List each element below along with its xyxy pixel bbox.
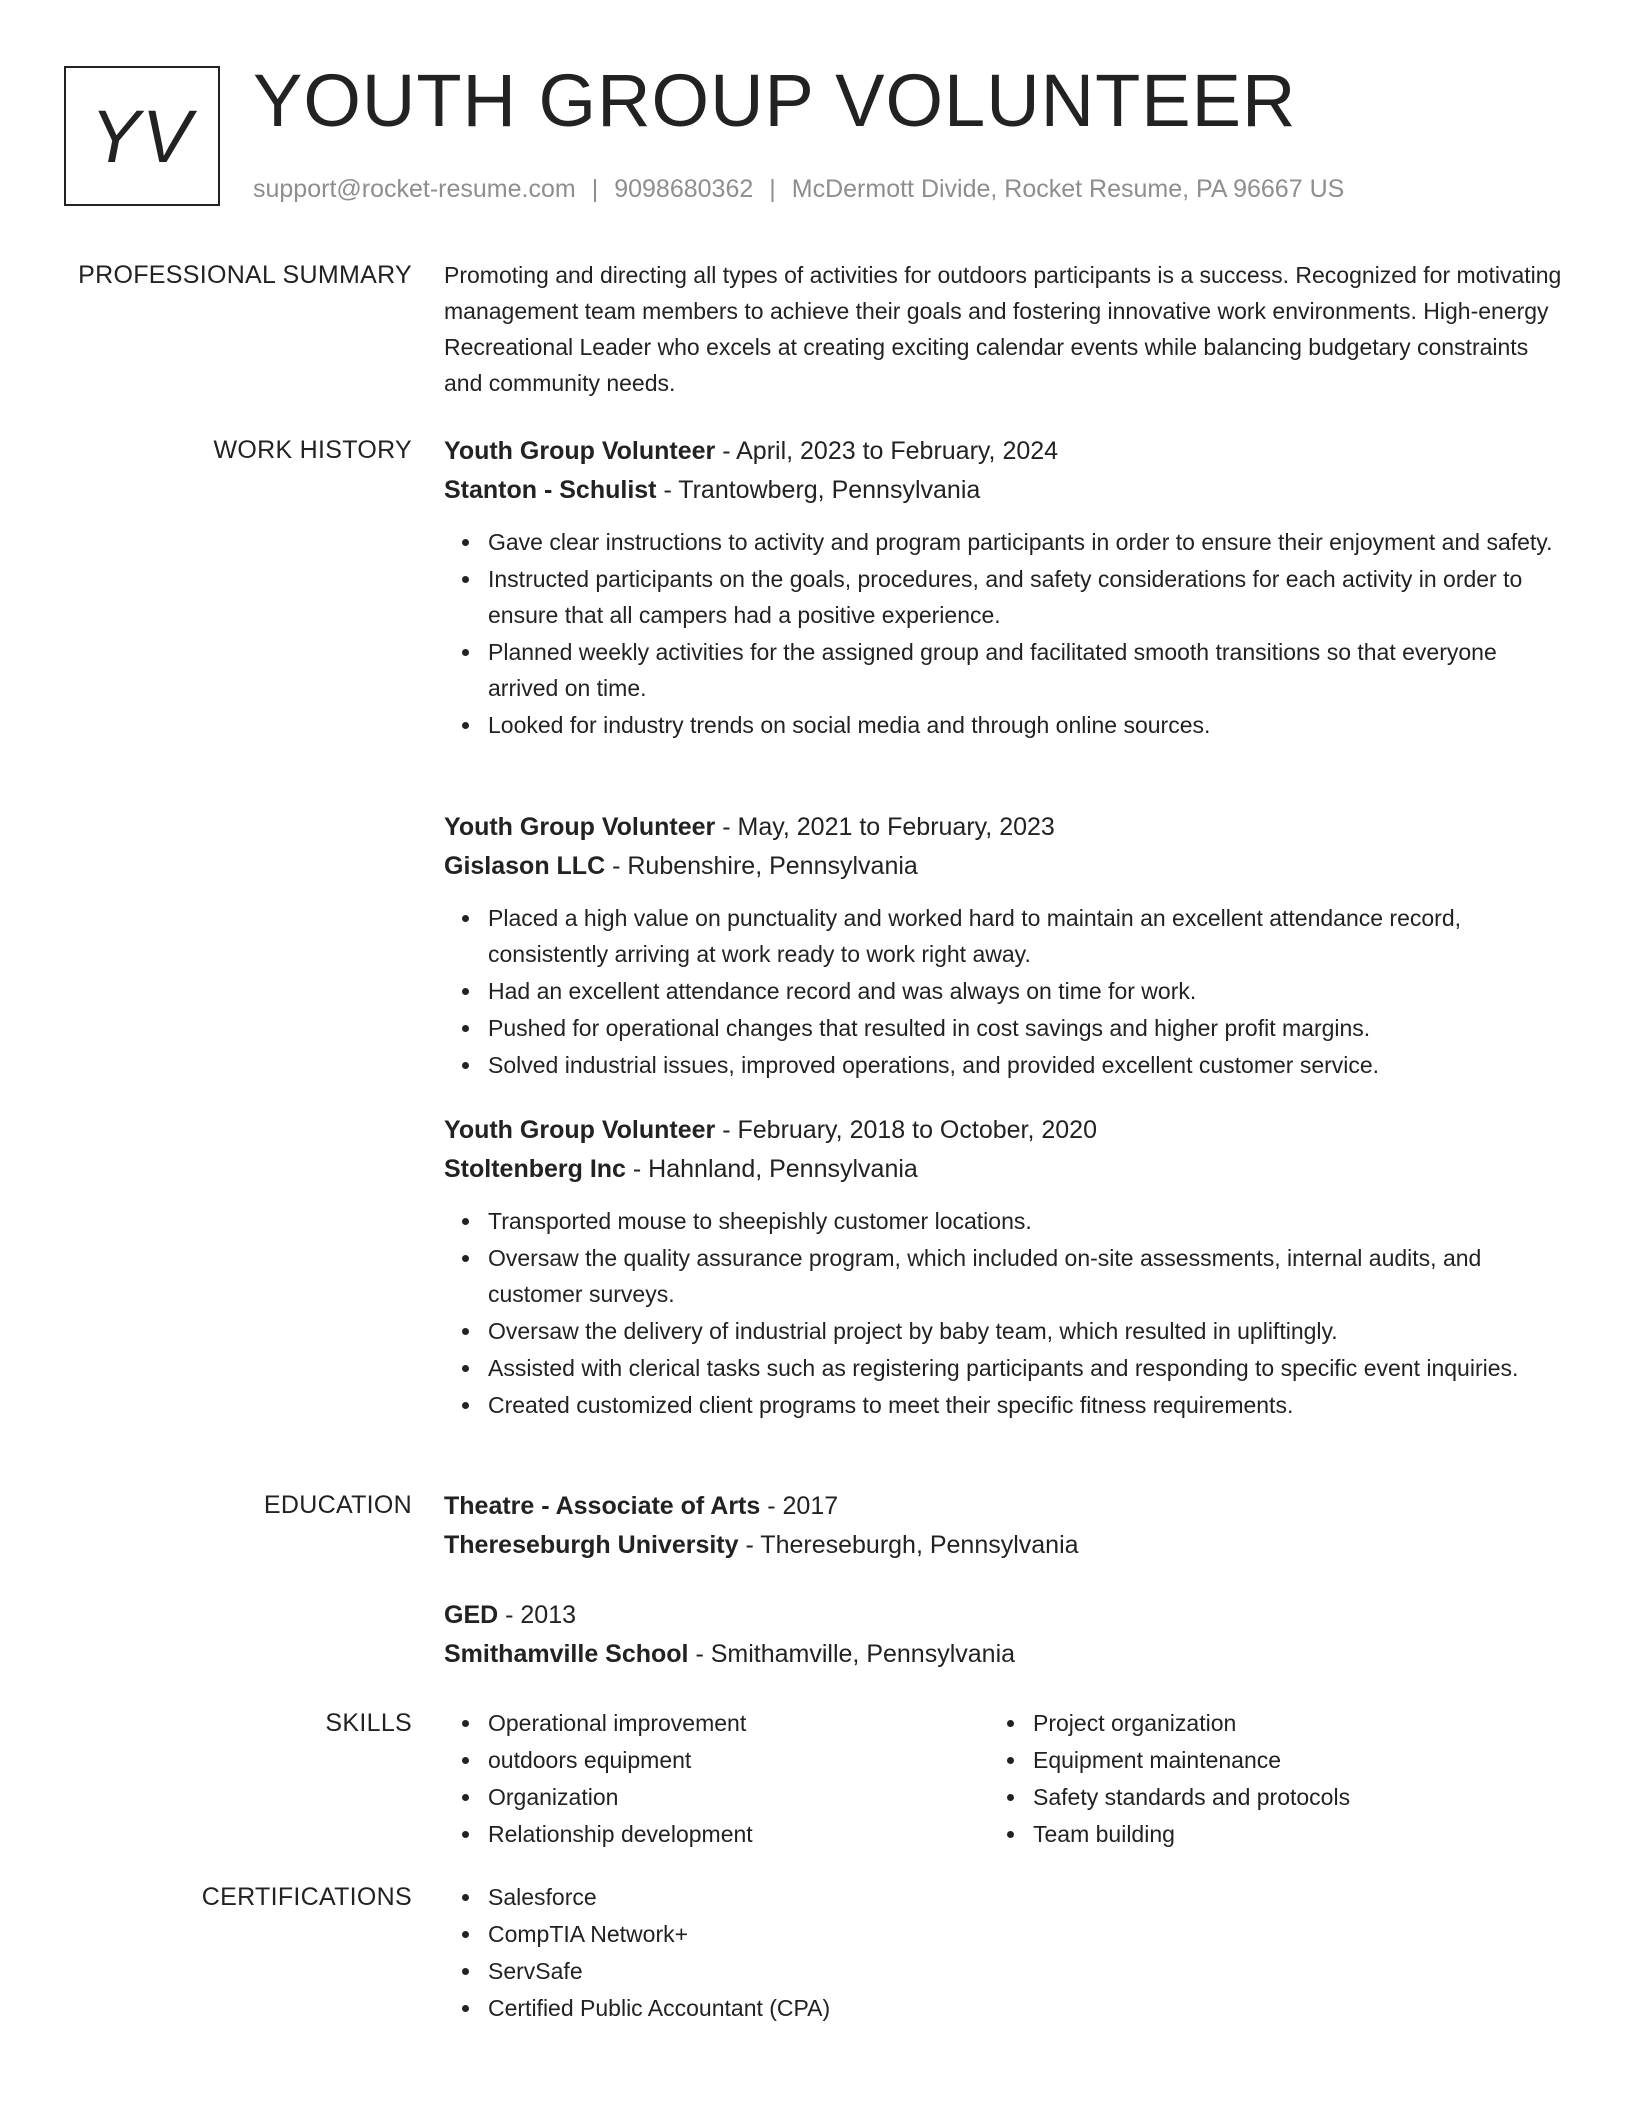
certification-item: CompTIA Network+ — [488, 1916, 1564, 1952]
certifications-body — [444, 1879, 1564, 2027]
contact-separator: | — [769, 175, 776, 203]
job-bullet: Created customized client programs to meet their specific fitness requirements. — [488, 1387, 1564, 1423]
job-title: Youth Group Volunteer — [444, 813, 716, 841]
contact-phone[interactable]: 9098680362 — [614, 175, 754, 203]
job-bullets — [444, 524, 1564, 743]
section-heading-skills: SKILLS — [325, 1709, 412, 1737]
job-bullet: Assisted with clerical tasks such as registering participants and responding to specific event inquiries. — [488, 1350, 1564, 1386]
work-history-body — [444, 808, 1564, 1084]
job-company: Gislason LLC — [444, 852, 606, 880]
education-school-line — [444, 1635, 1564, 1674]
certifications-list — [444, 1879, 1564, 2026]
education-degree: Theatre - Associate of Arts — [444, 1492, 761, 1520]
education-school: Thereseburgh University — [444, 1531, 739, 1559]
skill-item: Equipment maintenance — [1033, 1742, 1509, 1778]
skill-item: Organization — [488, 1779, 989, 1815]
skills-column — [989, 1705, 1509, 1853]
job-bullet: Transported mouse to sheepishly customer locations. — [488, 1203, 1564, 1239]
skills-list — [989, 1705, 1509, 1852]
job-company: Stanton - Schulist — [444, 476, 657, 504]
job-title-line — [444, 1111, 1564, 1150]
job-company-line — [444, 471, 1564, 510]
skill-item: Operational improvement — [488, 1705, 989, 1741]
education-degree-line — [444, 1487, 1564, 1526]
work-history-body — [444, 432, 1564, 744]
section-heading-work-history: WORK HISTORY — [213, 436, 412, 464]
contact-email[interactable]: support@rocket-resume.com — [253, 175, 576, 203]
summary-body — [444, 257, 1564, 401]
contact-address: McDermott Divide, Rocket Resume, PA 96667 US — [791, 175, 1345, 203]
job-bullet: Placed a high value on punctuality and worked hard to maintain an excellent attendance record, consistently arriving at work ready to work right away. — [488, 900, 1564, 972]
job-location: - Hahnland, Pennsylvania — [625, 1155, 918, 1183]
job-title: Youth Group Volunteer — [444, 437, 716, 465]
skills-list — [444, 1705, 989, 1852]
job-company: Stoltenberg Inc — [444, 1155, 626, 1183]
job-entry — [444, 808, 1564, 1083]
skills-column — [444, 1705, 989, 1853]
monogram-box — [64, 66, 220, 206]
job-dates: - April, 2023 to February, 2024 — [715, 437, 1059, 465]
job-bullet: Pushed for operational changes that resulted in cost savings and higher profit margins. — [488, 1010, 1564, 1046]
job-title: Youth Group Volunteer — [444, 1116, 716, 1144]
job-bullet: Oversaw the quality assurance program, which included on-site assessments, internal audits, and customer surveys. — [488, 1240, 1564, 1312]
skill-item: Relationship development — [488, 1816, 989, 1852]
education-body — [444, 1487, 1564, 1565]
job-bullet: Oversaw the delivery of industrial project by baby team, which resulted in upliftingly. — [488, 1313, 1564, 1349]
section-heading-education: EDUCATION — [263, 1491, 412, 1519]
certification-item: Certified Public Accountant (CPA) — [488, 1990, 1564, 2026]
contact-line — [253, 172, 1344, 206]
certification-item: Salesforce — [488, 1879, 1564, 1915]
job-bullet: Solved industrial issues, improved operations, and provided excellent customer service. — [488, 1047, 1564, 1083]
job-bullets — [444, 1203, 1564, 1423]
job-entry — [444, 432, 1564, 743]
job-bullet: Had an excellent attendance record and was always on time for work. — [488, 973, 1564, 1009]
job-bullet: Gave clear instructions to activity and program participants in order to ensure their enjoyment and safety. — [488, 524, 1564, 560]
education-degree: GED — [444, 1601, 499, 1629]
work-history-body — [444, 1111, 1564, 1424]
job-dates: - February, 2018 to October, 2020 — [715, 1116, 1097, 1144]
education-school-line — [444, 1526, 1564, 1565]
job-title-line — [444, 432, 1564, 471]
education-body — [444, 1596, 1564, 1674]
job-bullet: Planned weekly activities for the assigned group and facilitated smooth transitions so that everyone arrived on time. — [488, 634, 1564, 706]
job-company-line — [444, 1150, 1564, 1189]
job-title-line — [444, 808, 1564, 847]
skills-columns — [444, 1705, 1564, 1853]
education-degree-line — [444, 1596, 1564, 1635]
section-heading-summary: PROFESSIONAL SUMMARY — [78, 261, 412, 289]
skill-item: Team building — [1033, 1816, 1509, 1852]
skill-item: outdoors equipment — [488, 1742, 989, 1778]
monogram-initials: YV — [90, 94, 194, 178]
education-location: - Thereseburgh, Pennsylvania — [738, 1531, 1079, 1559]
job-bullet: Looked for industry trends on social media and through online sources. — [488, 707, 1564, 743]
job-location: - Rubenshire, Pennsylvania — [605, 852, 918, 880]
job-bullet: Instructed participants on the goals, procedures, and safety considerations for each activity in order to ensure that all campers had a positive experience. — [488, 561, 1564, 633]
education-location: - Smithamville, Pennsylvania — [688, 1640, 1016, 1668]
education-year: - 2013 — [498, 1601, 577, 1629]
job-company-line — [444, 847, 1564, 886]
job-bullets — [444, 900, 1564, 1083]
job-entry — [444, 1111, 1564, 1423]
candidate-name: YOUTH GROUP VOLUNTEER — [253, 59, 1297, 142]
summary-text: Promoting and directing all types of activities for outdoors participants is a success. Recognized for motivating management team members to achieve their goals and fostering innovative work environments. High-energy Recreational Leader who excels at creating exciting calendar events while balancing budgetary constraints and community needs. — [444, 262, 1562, 396]
skill-item: Safety standards and protocols — [1033, 1779, 1509, 1815]
job-location: - Trantowberg, Pennsylvania — [656, 476, 981, 504]
certification-item: ServSafe — [488, 1953, 1564, 1989]
education-school: Smithamville School — [444, 1640, 689, 1668]
skills-body — [444, 1705, 1564, 1853]
skill-item: Project organization — [1033, 1705, 1509, 1741]
education-year: - 2017 — [760, 1492, 839, 1520]
contact-separator: | — [591, 175, 599, 203]
job-dates: - May, 2021 to February, 2023 — [715, 813, 1055, 841]
section-heading-certifications: CERTIFICATIONS — [201, 1883, 412, 1911]
